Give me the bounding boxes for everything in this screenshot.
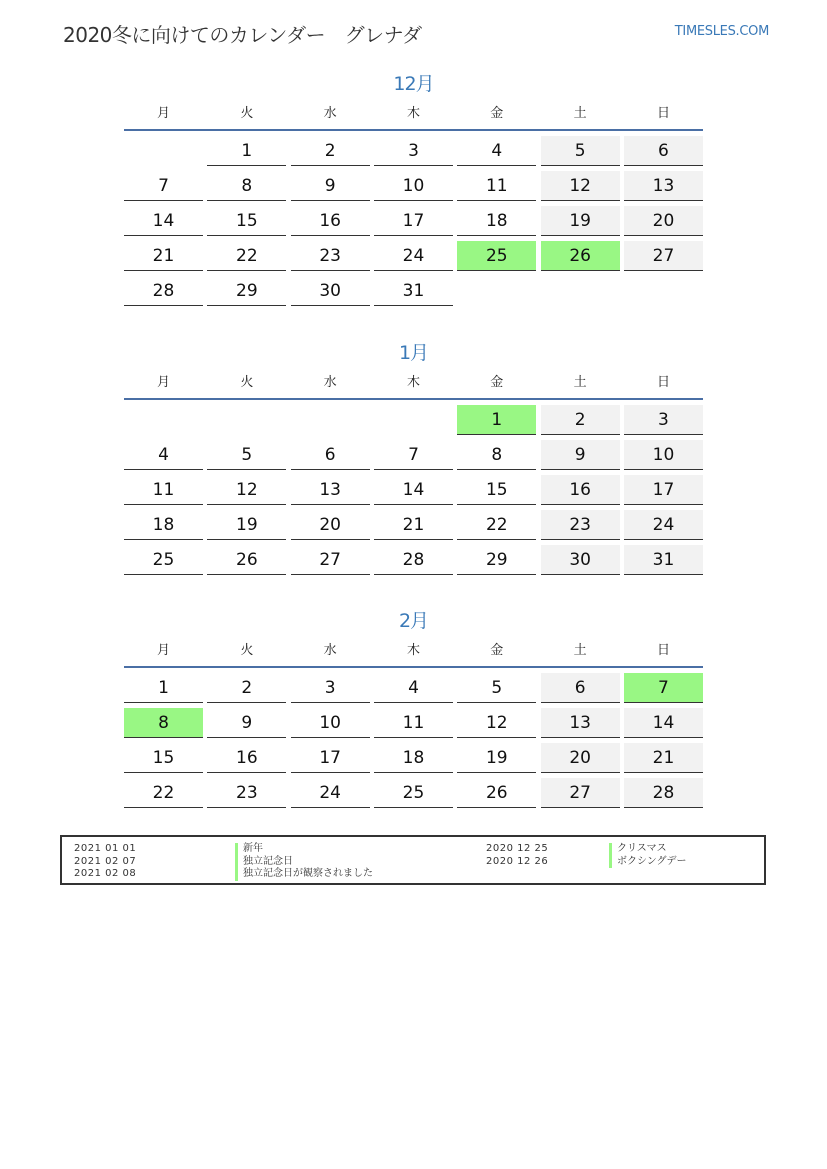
day-cell: 30 (291, 276, 370, 306)
day-cell: 2 (207, 673, 286, 703)
day-cell: 5 (541, 136, 620, 166)
holiday-date: 2021 02 08 (74, 868, 137, 879)
weekday-header (124, 374, 703, 398)
day-cell: 3 (374, 136, 453, 166)
holiday-date: 2021 01 01 (74, 843, 137, 854)
holiday-name: クリスマス (609, 843, 667, 856)
day-cell: 20 (541, 743, 620, 773)
brand-link[interactable]: TIMESLES.COM (674, 24, 769, 39)
header-divider (124, 398, 703, 400)
day-cell: 23 (207, 778, 286, 808)
day-cell: 13 (624, 171, 703, 201)
day-cell: 3 (624, 405, 703, 435)
header-divider (124, 666, 703, 668)
day-cell: 9 (207, 708, 286, 738)
day-cell: 11 (124, 475, 203, 505)
day-cell: 30 (541, 545, 620, 575)
day-grid (124, 673, 703, 808)
day-cell: 22 (457, 510, 536, 540)
day-cell: 6 (291, 440, 370, 470)
day-cell: 15 (457, 475, 536, 505)
day-cell: 2 (541, 405, 620, 435)
day-cell: 10 (624, 440, 703, 470)
day-cell: 6 (624, 136, 703, 166)
day-cell: 12 (457, 708, 536, 738)
day-cell: 1 (124, 673, 203, 703)
weekday-label: 土 (573, 375, 587, 390)
month-february (124, 607, 703, 808)
weekday-label: 火 (240, 643, 254, 658)
day-cell: 24 (291, 778, 370, 808)
month-title: 2月 (398, 610, 429, 632)
day-cell: 9 (541, 440, 620, 470)
day-cell: 24 (624, 510, 703, 540)
day-cell: 8 (457, 440, 536, 470)
day-cell: 3 (291, 673, 370, 703)
day-cell: 25 (374, 778, 453, 808)
holiday-day-cell: 1 (457, 405, 536, 435)
day-cell: 24 (374, 241, 453, 271)
weekday-label: 金 (490, 375, 504, 390)
weekday-label: 木 (406, 375, 420, 390)
day-cell: 18 (457, 206, 536, 236)
day-grid (124, 405, 703, 575)
day-cell: 27 (624, 241, 703, 271)
day-cell: 1 (207, 136, 286, 166)
holiday-day-cell: 8 (124, 708, 203, 738)
day-cell: 15 (207, 206, 286, 236)
holiday-name: ボクシングデー (609, 856, 687, 869)
holiday-name: 独立記念日 (235, 856, 293, 869)
day-cell: 4 (124, 440, 203, 470)
holiday-name: 新年 (235, 843, 263, 856)
day-cell: 5 (207, 440, 286, 470)
page-title: 2020冬に向けてのカレンダー グレナダ (63, 23, 422, 47)
month-title: 1月 (398, 342, 429, 364)
holiday-date: 2020 12 25 (486, 843, 549, 854)
holiday-day-cell: 26 (541, 241, 620, 271)
holiday-day-cell: 25 (457, 241, 536, 271)
day-cell: 19 (457, 743, 536, 773)
weekday-label: 月 (156, 643, 170, 658)
day-cell: 19 (541, 206, 620, 236)
day-cell: 23 (291, 241, 370, 271)
day-cell: 21 (374, 510, 453, 540)
day-cell: 31 (624, 545, 703, 575)
day-cell: 12 (541, 171, 620, 201)
month-december (124, 70, 703, 306)
day-cell: 18 (124, 510, 203, 540)
day-cell: 14 (124, 206, 203, 236)
month-january (124, 339, 703, 575)
weekday-label: 日 (656, 106, 670, 121)
weekday-header (124, 642, 703, 666)
day-cell: 11 (457, 171, 536, 201)
day-cell: 8 (207, 171, 286, 201)
day-grid (124, 136, 703, 306)
weekday-label: 金 (490, 106, 504, 121)
holiday-date: 2021 02 07 (74, 855, 137, 867)
weekday-label: 金 (490, 643, 504, 658)
day-cell: 5 (457, 673, 536, 703)
header-divider (124, 129, 703, 131)
weekday-label: 土 (573, 106, 587, 121)
weekday-label: 水 (323, 106, 337, 121)
day-cell: 13 (541, 708, 620, 738)
day-cell: 26 (207, 545, 286, 575)
weekday-label: 日 (656, 643, 670, 658)
day-cell: 13 (291, 475, 370, 505)
day-cell: 22 (124, 778, 203, 808)
day-cell: 23 (541, 510, 620, 540)
day-cell: 21 (124, 241, 203, 271)
day-cell: 10 (374, 171, 453, 201)
day-cell: 7 (124, 171, 203, 201)
day-cell: 17 (374, 206, 453, 236)
day-cell: 9 (291, 171, 370, 201)
weekday-label: 水 (323, 375, 337, 390)
day-cell: 21 (624, 743, 703, 773)
weekday-label: 月 (156, 106, 170, 121)
day-cell: 16 (541, 475, 620, 505)
day-cell: 4 (457, 136, 536, 166)
day-cell: 17 (624, 475, 703, 505)
weekday-label: 水 (323, 643, 337, 658)
weekday-label: 火 (240, 106, 254, 121)
holiday-legend (60, 835, 766, 885)
day-cell: 14 (624, 708, 703, 738)
empty-cell (124, 136, 203, 166)
holiday-name: 独立記念日が観察されました (235, 868, 373, 881)
day-cell: 7 (374, 440, 453, 470)
day-cell: 29 (457, 545, 536, 575)
day-cell: 11 (374, 708, 453, 738)
day-cell: 16 (207, 743, 286, 773)
day-cell: 6 (541, 673, 620, 703)
weekday-label: 日 (656, 375, 670, 390)
day-cell: 4 (374, 673, 453, 703)
day-cell: 28 (124, 276, 203, 306)
day-cell: 16 (291, 206, 370, 236)
day-cell: 14 (374, 475, 453, 505)
day-cell: 22 (207, 241, 286, 271)
weekday-label: 土 (573, 643, 587, 658)
day-cell: 27 (291, 545, 370, 575)
day-cell: 17 (291, 743, 370, 773)
day-cell: 26 (457, 778, 536, 808)
day-cell: 31 (374, 276, 453, 306)
day-cell: 20 (624, 206, 703, 236)
day-cell: 28 (624, 778, 703, 808)
day-cell: 18 (374, 743, 453, 773)
day-cell: 28 (374, 545, 453, 575)
day-cell: 19 (207, 510, 286, 540)
day-cell: 15 (124, 743, 203, 773)
holiday-date: 2020 12 26 (486, 855, 549, 867)
day-cell: 2 (291, 136, 370, 166)
empty-cell (207, 405, 286, 435)
empty-cell (291, 405, 370, 435)
day-cell: 12 (207, 475, 286, 505)
empty-cell (374, 405, 453, 435)
month-title: 12月 (393, 73, 434, 95)
weekday-label: 月 (156, 375, 170, 390)
day-cell: 29 (207, 276, 286, 306)
weekday-label: 火 (240, 375, 254, 390)
day-cell: 10 (291, 708, 370, 738)
day-cell: 20 (291, 510, 370, 540)
day-cell: 27 (541, 778, 620, 808)
weekday-label: 木 (406, 106, 420, 121)
empty-cell (124, 405, 203, 435)
holiday-day-cell: 7 (624, 673, 703, 703)
weekday-header (124, 105, 703, 129)
day-cell: 25 (124, 545, 203, 575)
weekday-label: 木 (406, 643, 420, 658)
